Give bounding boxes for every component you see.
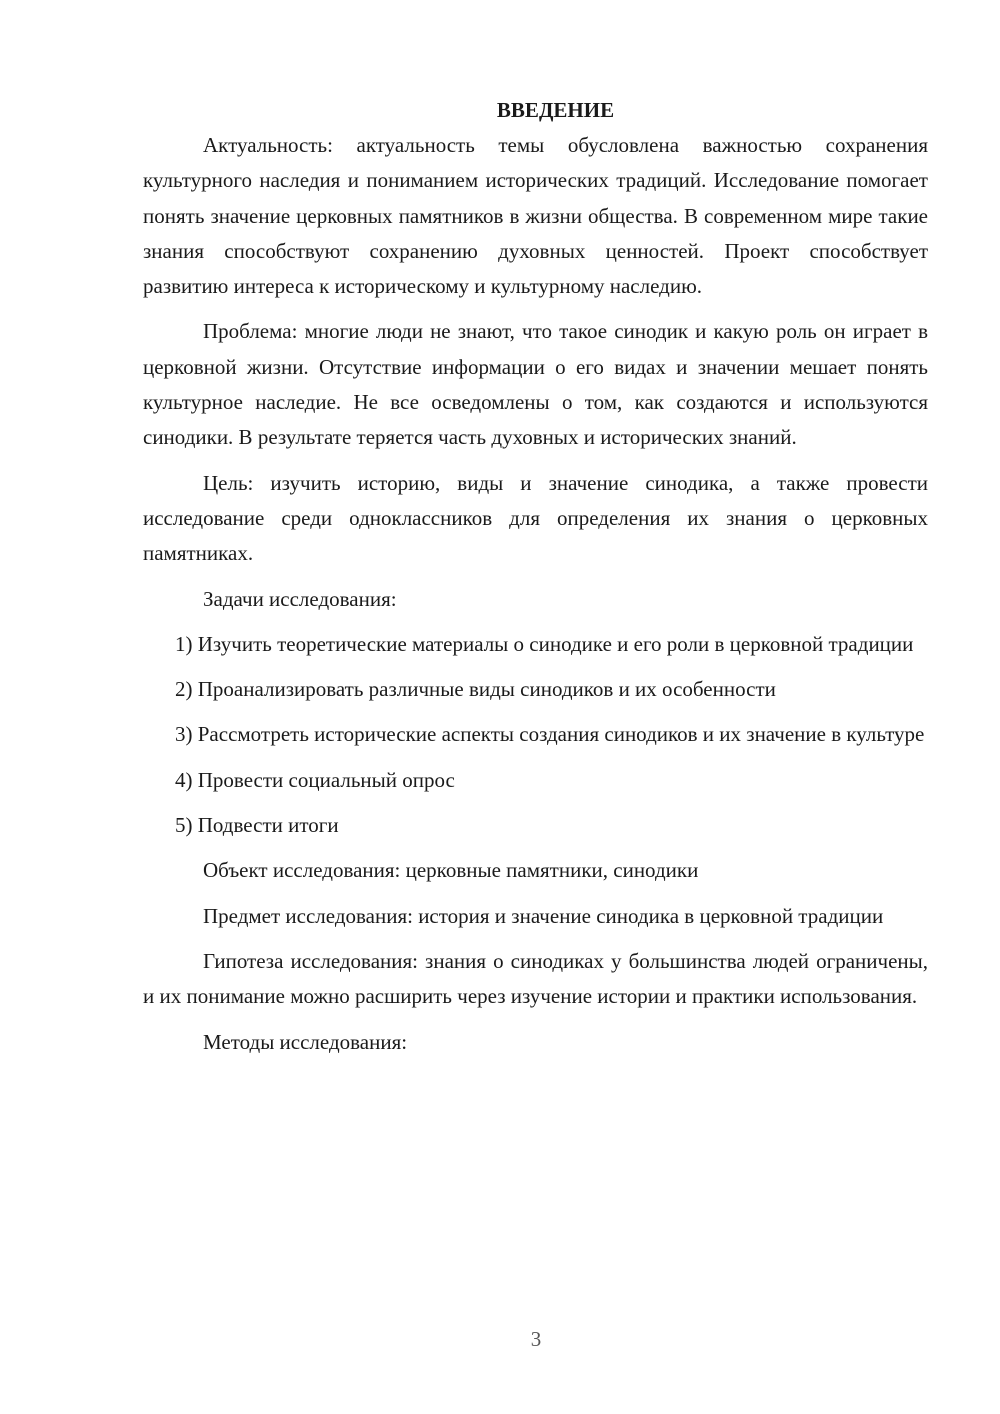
hypothesis-paragraph: Гипотеза исследования: знания о синодиках у большинства людей ограничены, и их понимание можно расширить через изучение истории и практики использования. <box>143 948 928 1009</box>
methods-heading: Методы исследования: <box>203 1029 408 1054</box>
page-number: 3 <box>530 1327 542 1351</box>
task-item-3: 3) Рассмотреть исторические аспекты создания синодиков и их значение в культуре <box>175 722 925 747</box>
object-paragraph: Объект исследования: церковные памятники, синодики <box>203 858 699 883</box>
problem-paragraph: Проблема: многие люди не знают, что такое синодик и какую роль он играет в церковной жизни. Отсутствие информации о его видах и значении мешает понять культурное наследие. Не все осведомлены о том, как создаются и используются синодики. В результате теряется часть духовных и исторических знаний. <box>143 319 928 450</box>
tasks-heading: Задачи исследования: <box>203 586 397 611</box>
page-title: ВВЕДЕНИЕ <box>496 98 615 122</box>
task-item-1: 1) Изучить теоретические материалы о синодике и его роли в церковной традиции <box>175 631 914 656</box>
page-content <box>143 93 928 1060</box>
task-item-4: 4) Провести социальный опрос <box>175 767 455 792</box>
task-item-5: 5) Подвести итоги <box>175 813 339 838</box>
goal-paragraph: Цель: изучить историю, виды и значение синодика, а также провести исследование среди одноклассников для определения их знания о церковных памятниках. <box>143 470 928 566</box>
subject-paragraph: Предмет исследования: история и значение синодика в церковной традиции <box>203 903 884 928</box>
task-item-2: 2) Проанализировать различные виды синодиков и их особенности <box>175 677 776 702</box>
relevance-paragraph: Актуальность: актуальность темы обусловлена важностью сохранения культурного наследия и пониманием исторических традиций. Исследование помогает понять значение церковных памятников в жизни общества. В современном мире такие знания способствуют сохранению духовных ценностей. Проект способствует развитию интереса к историческому и культурному наследию. <box>143 133 928 299</box>
